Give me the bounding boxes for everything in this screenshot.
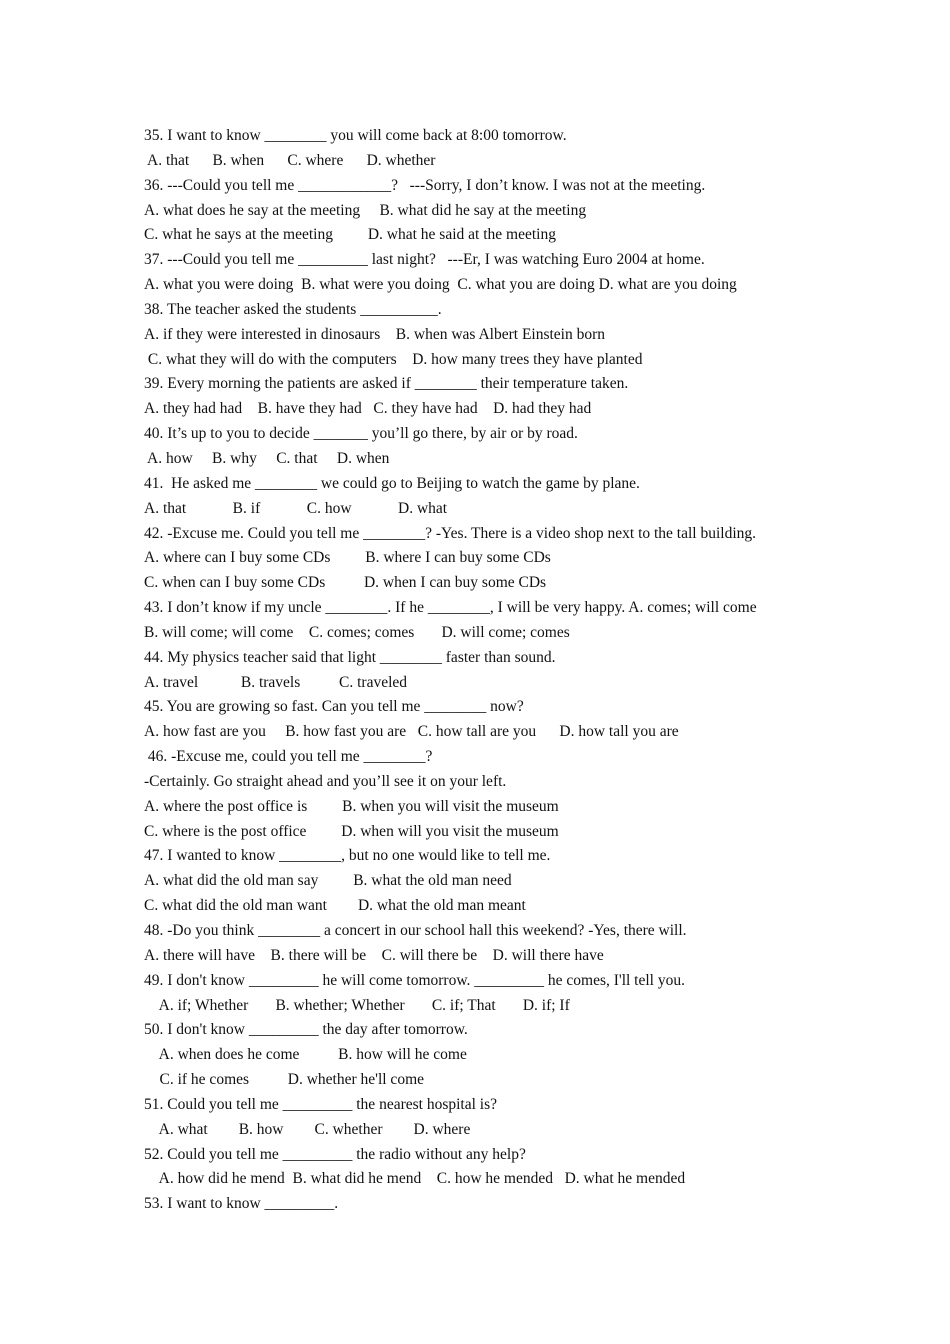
question-38-options-ab: A. if they were interested in dinosaurs B. when was Albert Einstein born [144, 325, 606, 343]
question-50-options-ab: A. when does he come B. how will he come [144, 1046, 467, 1064]
question-46-options-cd: C. where is the post office D. when will you visit the museum [144, 822, 559, 840]
question-43-text: 43. I don’t know if my uncle ________. If he ________, I will be very happy. A. comes; will come [144, 599, 757, 617]
question-48-text: 48. -Do you think ________ a concert in our school hall this weekend? -Yes, there will. [144, 922, 687, 939]
question-46-text: 46. -Excuse me, could you tell me ________? [144, 748, 433, 766]
question-40-options: A. how B. why C. that D. when [144, 449, 390, 467]
question-44-options: A. travel B. travels C. traveled [144, 673, 408, 691]
question-42-text: 42. -Excuse me. Could you tell me ________? -Yes. There is a video shop next to the tall building. [144, 524, 757, 542]
question-38-text: 38. The teacher asked the students __________. [144, 300, 442, 318]
question-46-reply: -Certainly. Go straight ahead and you’ll see it on your left. [144, 772, 507, 790]
question-36-text: 36. ---Could you tell me ____________? ---Sorry, I don’t know. I was not at the meeting. [144, 176, 706, 194]
question-46-options-ab: A. where the post office is B. when you will visit the museum [144, 797, 559, 815]
question-39-options: A. they had had B. have they had C. they have had D. had they had [144, 400, 592, 418]
question-52-options: A. how did he mend B. what did he mend C. how he mended D. what he mended [144, 1170, 686, 1188]
question-38-options-cd: C. what they will do with the computers D. how many trees they have planted [144, 350, 643, 368]
question-50-text: 50. I don't know _________ the day after tomorrow. [144, 1021, 468, 1039]
question-40-text: 40. It’s up to you to decide _______ you’ll go there, by air or by road. [144, 425, 578, 443]
question-45-text: 45. You are growing so fast. Can you tell me ________ now? [144, 698, 524, 716]
question-37-options: A. what you were doing B. what were you doing C. what you are doing D. what are you doing [144, 276, 737, 294]
question-39-text: 39. Every morning the patients are asked if ________ their temperature taken. [144, 375, 629, 393]
question-41-options: A. that B. if C. how D. what [144, 499, 448, 517]
question-48-options: A. there will have B. there will be C. will there be D. will there have [144, 946, 604, 964]
question-47-options-cd: C. what did the old man want D. what the old man meant [144, 897, 526, 915]
question-50-options-cd: C. if he comes D. whether he'll come [144, 1071, 424, 1089]
question-36-options-ab: A. what does he say at the meeting B. what did he say at the meeting [144, 201, 587, 219]
question-49-options: A. if; Whether B. whether; Whether C. if; That D. if; If [144, 996, 570, 1014]
question-42-options-cd: C. when can I buy some CDs D. when I can buy some CDs [144, 574, 547, 592]
question-41-text: 41. He asked me ________ we could go to Beijing to watch the game by plane. [144, 474, 640, 492]
question-53-text: 53. I want to know _________. [144, 1195, 339, 1213]
question-51-text: 51. Could you tell me _________ the nearest hospital is? [144, 1095, 498, 1113]
question-47-options-ab: A. what did the old man say B. what the old man need [144, 872, 512, 890]
question-35-options: A. that B. when C. where D. whether [144, 151, 436, 169]
question-42-options-ab: A. where can I buy some CDs B. where I can buy some CDs [144, 549, 551, 567]
question-45-options: A. how fast are you B. how fast you are C. how tall are you D. how tall you are [144, 723, 679, 741]
question-35-text: 35. I want to know ________ you will come back at 8:00 tomorrow. [144, 127, 567, 144]
question-36-options-cd: C. what he says at the meeting D. what he said at the meeting [144, 226, 556, 244]
question-43-options: B. will come; will come C. comes; comes D. will come; comes [144, 623, 570, 641]
question-44-text: 44. My physics teacher said that light ________ faster than sound. [144, 648, 556, 666]
question-49-text: 49. I don't know _________ he will come tomorrow. _________ he comes, I'll tell you. [144, 971, 685, 989]
worksheet-page [144, 124, 824, 1217]
question-51-options: A. what B. how C. whether D. where [144, 1120, 471, 1138]
question-37-text: 37. ---Could you tell me _________ last night? ---Er, I was watching Euro 2004 at home. [144, 251, 705, 269]
question-47-text: 47. I wanted to know ________, but no one would like to tell me. [144, 847, 551, 865]
question-52-text: 52. Could you tell me _________ the radio without any help? [144, 1145, 526, 1163]
